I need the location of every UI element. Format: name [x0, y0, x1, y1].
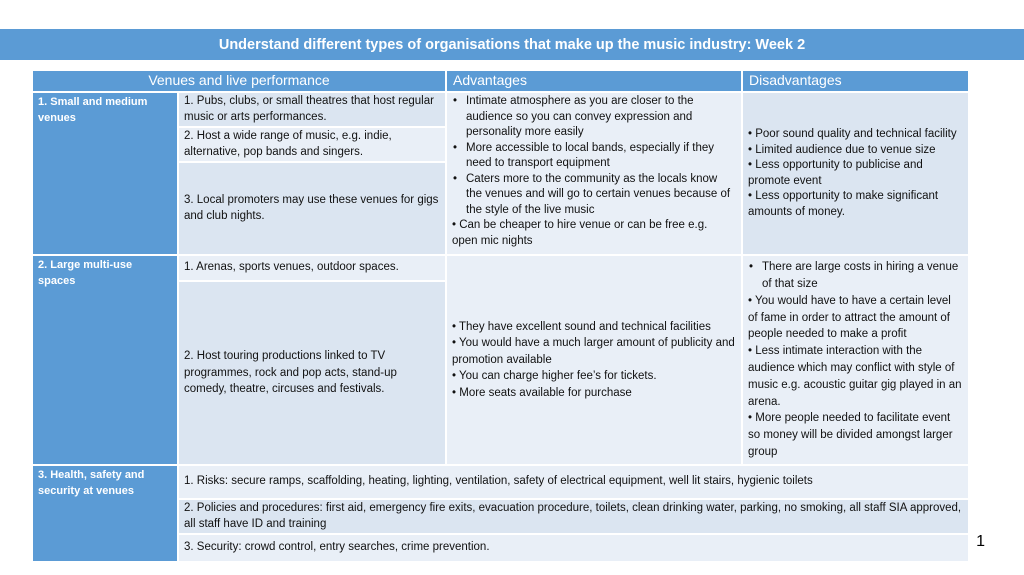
health-safety-item-1: 1. Risks: secure ramps, scaffolding, heating, lighting, ventilation, safety of electrical equipment, well lit stairs, hygienic toilets: [178, 465, 969, 499]
table-header-row: [32, 70, 969, 92]
venues-table: [31, 69, 970, 563]
disadvantages-list: [748, 293, 963, 461]
small-venues-advantages: [446, 92, 742, 255]
health-safety-item-2: 2. Policies and procedures: first aid, emergency fire exits, evacuation procedure, toilets, clean drinking water, parking, no smoking, all staff SIA approved, all staff have ID and training: [178, 499, 969, 534]
list-item: • Limited audience due to venue size: [748, 143, 963, 159]
large-spaces-advantages: [446, 255, 742, 465]
list-item: • Poor sound quality and technical facility: [748, 127, 963, 143]
column-header-advantages: Advantages: [446, 70, 742, 92]
list-item: • You would have a much larger amount of publicity and promotion available: [452, 335, 736, 368]
list-item: • Less intimate interaction with the audience which may conflict with style of music e.g. acoustic guitar gig played in an arena.: [748, 343, 963, 410]
category-large-spaces: 2. Large multi-use spaces: [32, 255, 178, 465]
advantages-extra-list: [452, 218, 736, 249]
page-title: Understand different types of organisations that make up the music industry: Week 2: [0, 29, 1024, 60]
list-item: • Can be cheaper to hire venue or can be free e.g. open mic nights: [452, 218, 736, 249]
list-item: • There are large costs in hiring a venue of that size: [748, 259, 963, 293]
large-spaces-disadvantages: [742, 255, 969, 465]
advantages-list: [452, 319, 736, 402]
table-row: [32, 92, 969, 127]
small-venues-item-1: 1. Pubs, clubs, or small theatres that host regular music or arts performances.: [178, 92, 446, 127]
health-safety-item-3: 3. Security: crowd control, entry searches, crime prevention.: [178, 534, 969, 562]
disadvantages-first-list: [748, 259, 963, 293]
column-header-venues: Venues and live performance: [32, 70, 446, 92]
advantages-list: [452, 94, 736, 218]
list-item: • They have excellent sound and technical facilities: [452, 319, 736, 336]
list-item: • Less opportunity to publicise and promote event: [748, 158, 963, 189]
list-item: • You would have to have a certain level of fame in order to attract the amount of people needed to make a profit: [748, 293, 963, 343]
category-small-venues: 1. Small and medium venues: [32, 92, 178, 255]
list-item: • More accessible to local bands, especially if they need to transport equipment: [452, 141, 736, 172]
list-item: • Caters more to the community as the locals know the venues and will go to certain venues because of the style of the live music: [452, 172, 736, 219]
list-item: • Intimate atmosphere as you are closer to the audience so you can convey expression and personality more easily: [452, 94, 736, 141]
large-spaces-item-2: 2. Host touring productions linked to TV programmes, rock and pop acts, stand-up comedy, theatre, circuses and festivals.: [178, 281, 446, 465]
table-row: [32, 465, 969, 499]
small-venues-item-3: 3. Local promoters may use these venues for gigs and club nights.: [178, 162, 446, 255]
list-item: • You can charge higher fee’s for tickets.: [452, 368, 736, 385]
small-venues-disadvantages: [742, 92, 969, 255]
page-number: 1: [976, 533, 985, 550]
disadvantages-list: [748, 127, 963, 220]
list-item: • More people needed to facilitate event so money will be divided amongst larger group: [748, 410, 963, 460]
category-health-safety: 3. Health, safety and security at venues: [32, 465, 178, 562]
list-item: • Less opportunity to make significant amounts of money.: [748, 189, 963, 220]
table-row: [32, 255, 969, 281]
small-venues-item-2: 2. Host a wide range of music, e.g. indie, alternative, pop bands and singers.: [178, 127, 446, 162]
large-spaces-item-1: 1. Arenas, sports venues, outdoor spaces.: [178, 255, 446, 281]
list-item: • More seats available for purchase: [452, 385, 736, 402]
column-header-disadvantages: Disadvantages: [742, 70, 969, 92]
